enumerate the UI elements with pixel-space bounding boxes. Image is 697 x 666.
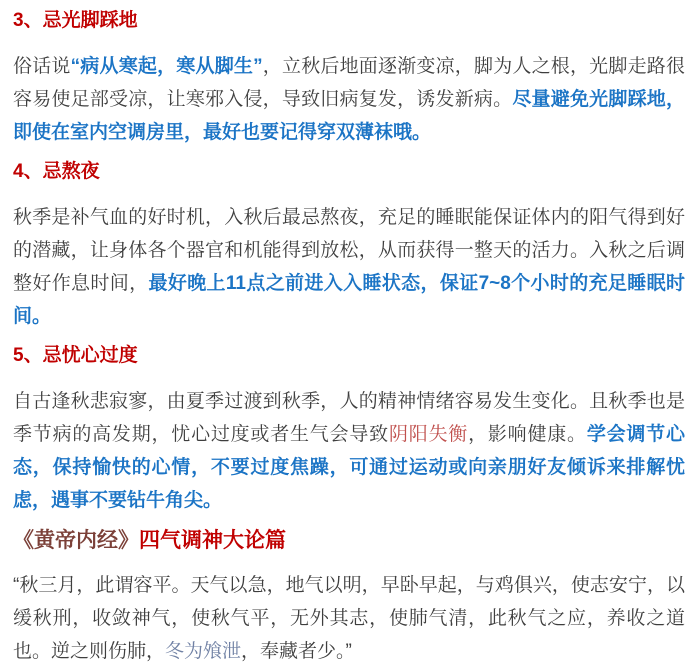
highlighted-advice: 最好晚上11点之前进入入睡状态，保证7~8个小时的充足睡眠时间。 xyxy=(13,273,685,327)
quote-segment: ，奉藏者少。” xyxy=(241,641,352,662)
highlighted-proverb: “病从寒起，寒从脚生” xyxy=(70,56,263,77)
highlighted-advice: 学会调节心态，保持愉快的心情，不要过度焦躁，可通过运动或向亲朋好友倾诉来排解忧虑，遇事不要钻牛角尖。 xyxy=(13,424,685,511)
section-heading-tip-3: 3、忌光脚踩地 xyxy=(13,10,138,31)
paragraph-segment: 秋季是补气血的好时机，入秋后最忌熬夜，充足的睡眠能保证体内的阳气得到好的潜藏，让身体各个器官和机能得到放松，从而获得一整天的活力。入秋之后调整好作息时间， xyxy=(13,207,685,294)
classic-quote-paragraph xyxy=(13,569,685,666)
highlighted-term-yinyang: 阴阳失衡 xyxy=(388,424,469,445)
paragraph-segment: ，立秋后地面逐渐变凉，脚为人之根，光脚走路很容易使足部受凉，让寒邪入侵，导致旧病复发，诱发新病。 xyxy=(13,56,685,110)
classic-book-title: 《黄帝内经》 xyxy=(13,528,139,552)
classic-chapter-title: 四气调神大论篇 xyxy=(139,528,286,552)
paragraph-segment: 自古逢秋悲寂寥，由夏季过渡到秋季，人的精神情绪容易发生变化。且秋季也是季节病的高发期，忧心过度或者生气会导致 xyxy=(13,391,685,445)
section-paragraph-tip-3 xyxy=(13,50,685,149)
paragraph-segment: ，影响健康。 xyxy=(468,424,587,445)
quote-segment: “秋三月，此谓容平。天气以急，地气以明，早卧早起，与鸡俱兴，使志安宁，以缓秋刑，收敛神气，使秋气平，无外其志，使肺气清，此秋气之应，养收之道也。逆之则伤肺， xyxy=(13,575,685,662)
section-heading-tip-5: 5、忌忧心过度 xyxy=(13,345,138,366)
classic-quote-heading xyxy=(13,527,685,553)
section-paragraph-tip-5 xyxy=(13,385,685,517)
section-paragraph-tip-4 xyxy=(13,201,685,333)
highlighted-term-sunxie: 冬为飧泄 xyxy=(165,641,242,662)
highlighted-advice: 尽量避免光脚踩地，即使在室内空调房里，最好也要记得穿双薄袜哦。 xyxy=(13,89,685,143)
paragraph-segment: 俗话说 xyxy=(13,56,71,77)
section-heading-tip-4: 4、忌熬夜 xyxy=(13,161,100,182)
